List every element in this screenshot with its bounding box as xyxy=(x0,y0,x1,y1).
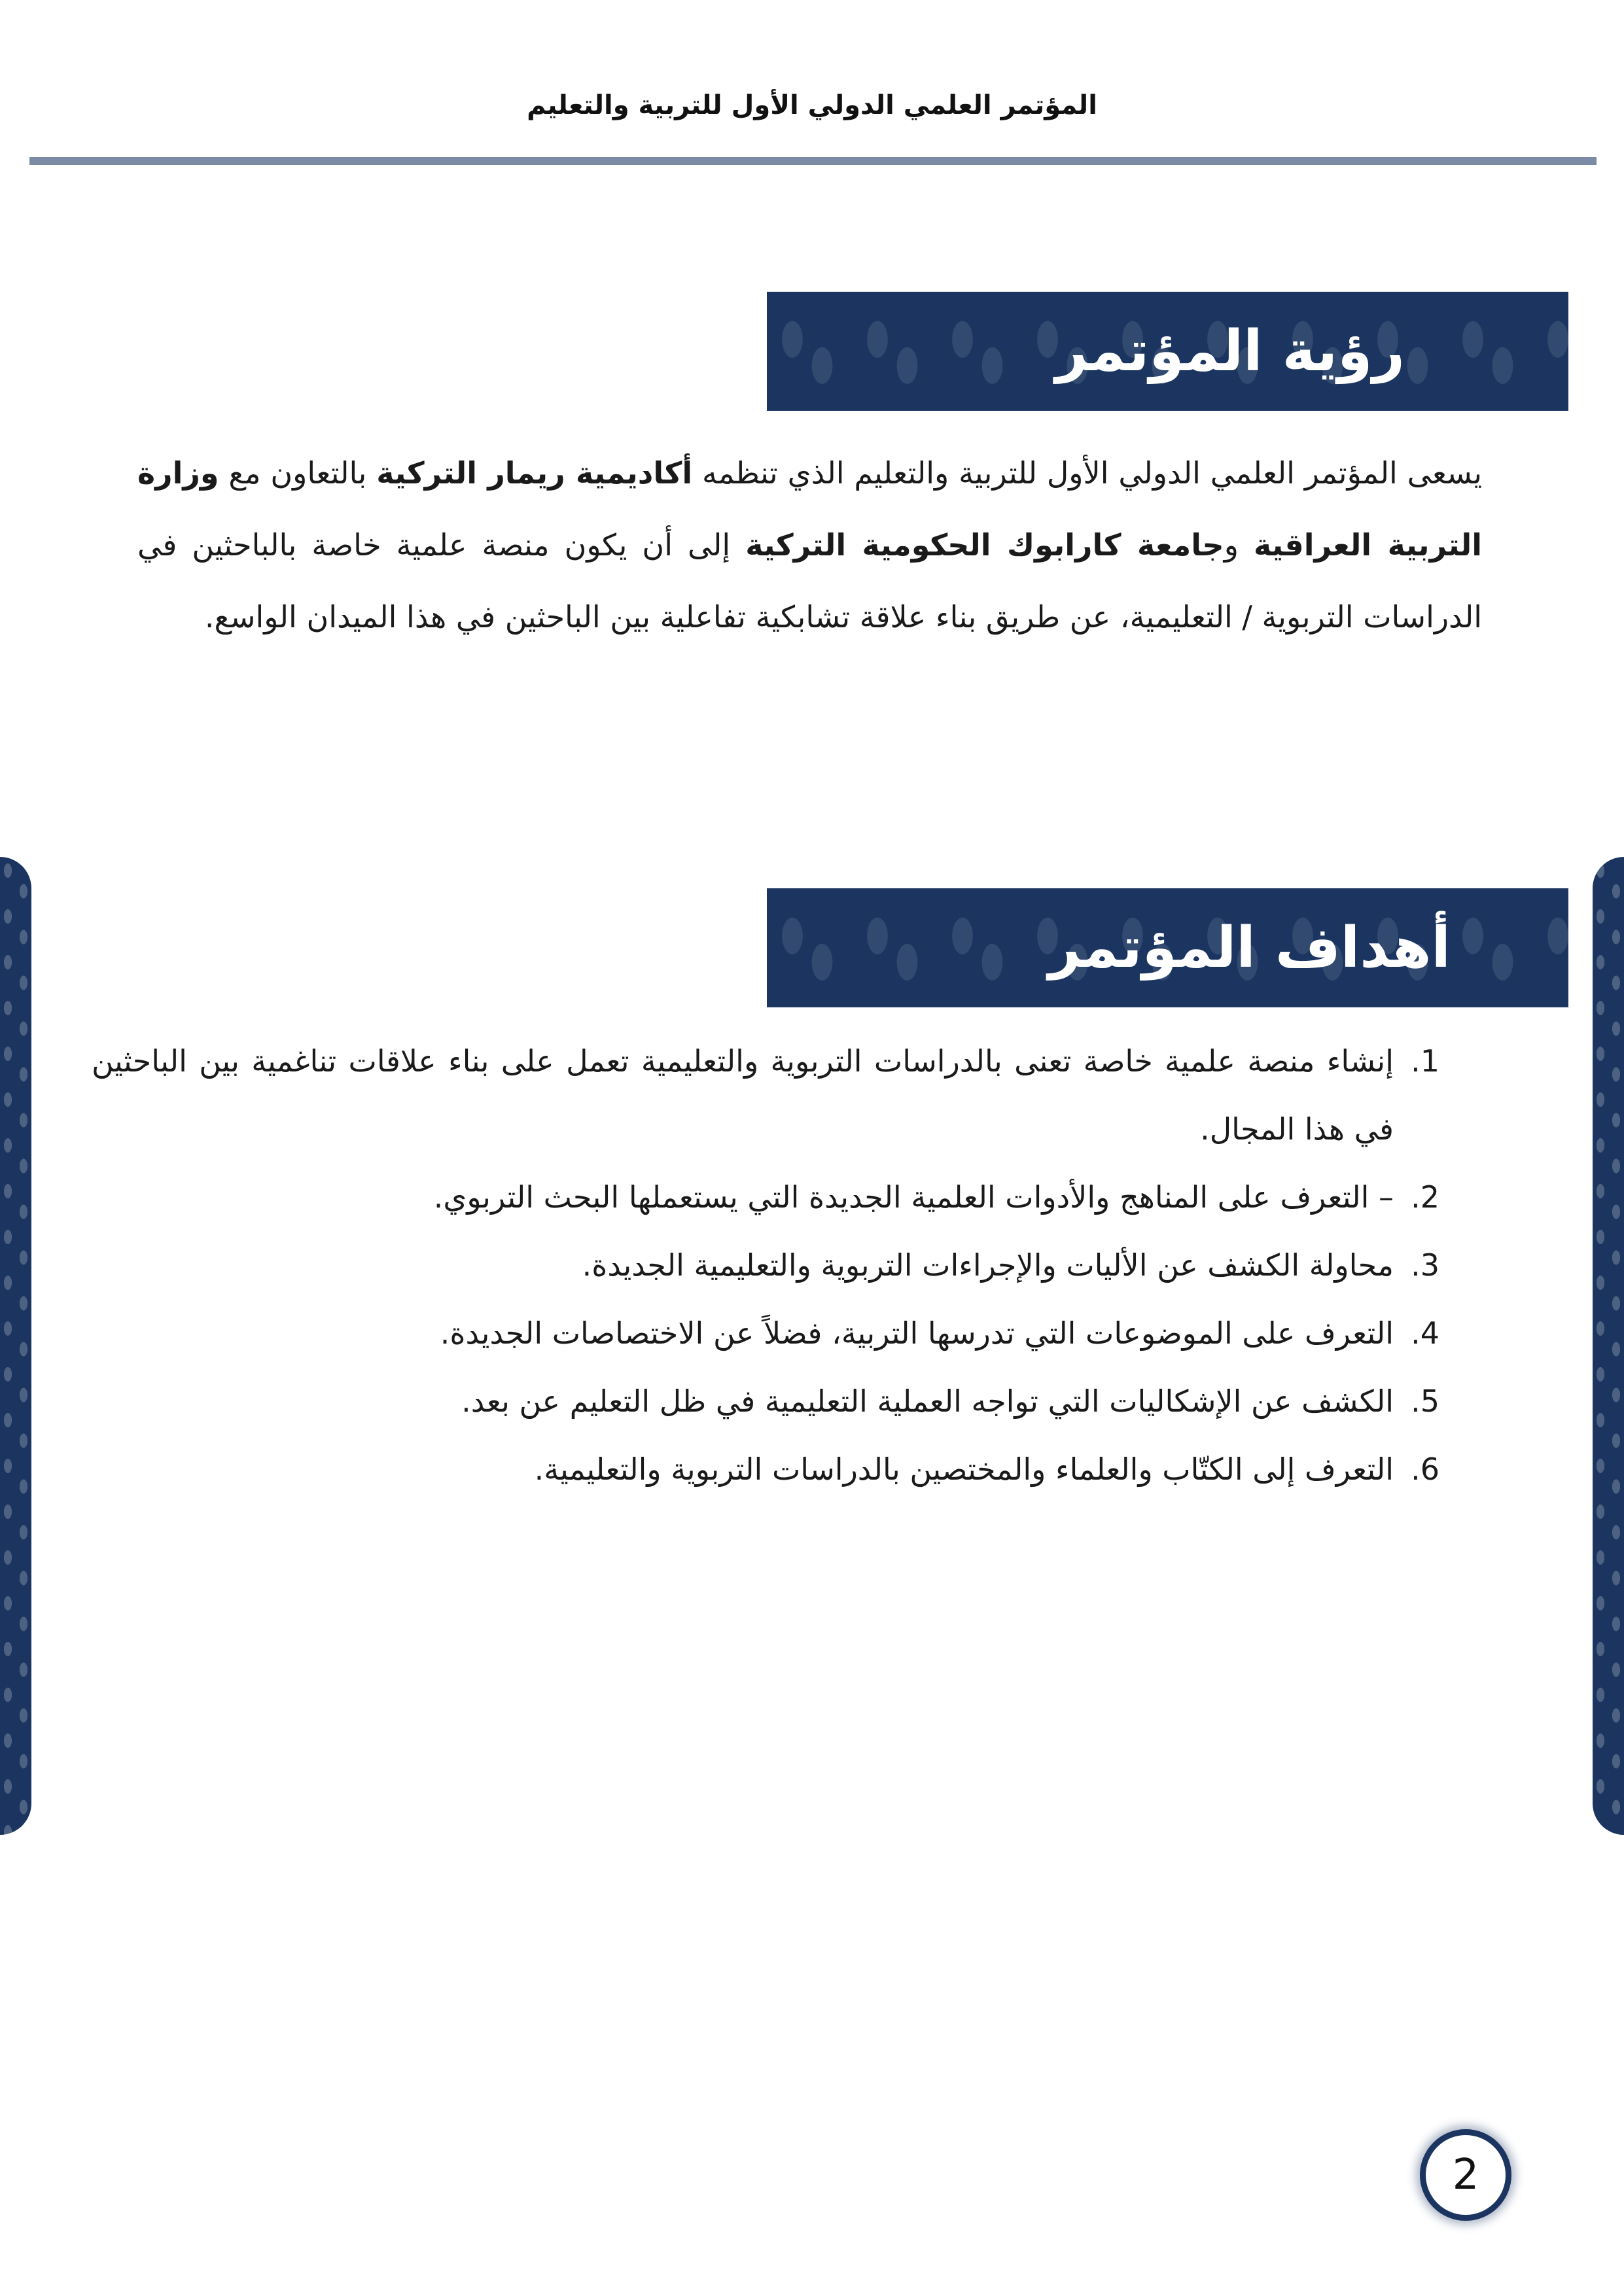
goal-text: التعرف على الموضوعات التي تدرسها التربية، فضلاً عن الاختصاصات الجديدة. xyxy=(440,1315,1394,1351)
org-name-ministry: وزارة التربية العراقية xyxy=(137,455,1483,563)
vision-heading: رؤية المؤتمر xyxy=(1055,319,1405,384)
header-divider xyxy=(29,157,1597,165)
page-header-title: المؤتمر العلمي الدولي الأول للتربية والتعليم xyxy=(527,90,1097,120)
goal-number: 5. xyxy=(1411,1383,1439,1419)
goal-number: 4. xyxy=(1411,1315,1439,1351)
left-decorative-band xyxy=(0,857,31,1835)
goal-number: 3. xyxy=(1411,1247,1439,1283)
goal-item xyxy=(92,1435,1439,1503)
goal-number: 1. xyxy=(1411,1043,1439,1079)
goal-number: 6. xyxy=(1411,1452,1439,1487)
goals-heading-banner xyxy=(767,888,1568,1007)
goal-text: الكشف عن الإشكاليات التي تواجه العملية التعليمية في ظل التعليم عن بعد. xyxy=(461,1383,1394,1419)
vision-text-5: و xyxy=(1224,527,1254,563)
goal-text: محاولة الكشف عن الأليات والإجراءات التربوية والتعليمية الجديدة. xyxy=(582,1247,1394,1283)
org-name-karabuk: جامعة كارابوك الحكومية التركية xyxy=(745,527,1224,563)
goal-item xyxy=(92,1027,1439,1163)
vision-text-7: إلى أن يكون منصة علمية خاصة بالباحثين في الدراسات التربوية / التعليمية، عن طريق بناء علاقة تشابكية تفاعلية بين الباحثين في هذا الميدان الواسع. xyxy=(137,527,1482,635)
vision-text-1: يسعى المؤتمر العلمي الدولي الأول للتربية والتعليم الذي تنظمه xyxy=(692,455,1483,491)
vision-paragraph xyxy=(137,437,1482,653)
goal-item xyxy=(92,1367,1439,1435)
right-decorative-band xyxy=(1593,857,1624,1835)
goal-item xyxy=(92,1231,1439,1299)
goal-text: – التعرف على المناهج والأدوات العلمية الجديدة التي يستعملها البحث التربوي. xyxy=(433,1179,1394,1215)
goals-list xyxy=(92,1027,1439,1503)
vision-heading-banner xyxy=(767,292,1568,411)
goal-item xyxy=(92,1163,1439,1231)
goal-text: التعرف إلى الكتّاب والعلماء والمختصين بالدراسات التربوية والتعليمية. xyxy=(534,1452,1394,1487)
goals-heading: أهداف المؤتمر xyxy=(1048,915,1451,981)
org-name-rimar: أكاديمية ريمار التركية xyxy=(376,455,693,491)
vision-text-3: بالتعاون مع xyxy=(219,455,377,491)
goal-number: 2. xyxy=(1411,1179,1439,1215)
page-number: 2 xyxy=(1420,2129,1511,2221)
goal-text: إنشاء منصة علمية خاصة تعنى بالدراسات التربوية والتعليمية تعمل على بناء علاقات تناغمية بين الباحثين في هذا المجال. xyxy=(92,1043,1394,1147)
goal-item xyxy=(92,1299,1439,1367)
